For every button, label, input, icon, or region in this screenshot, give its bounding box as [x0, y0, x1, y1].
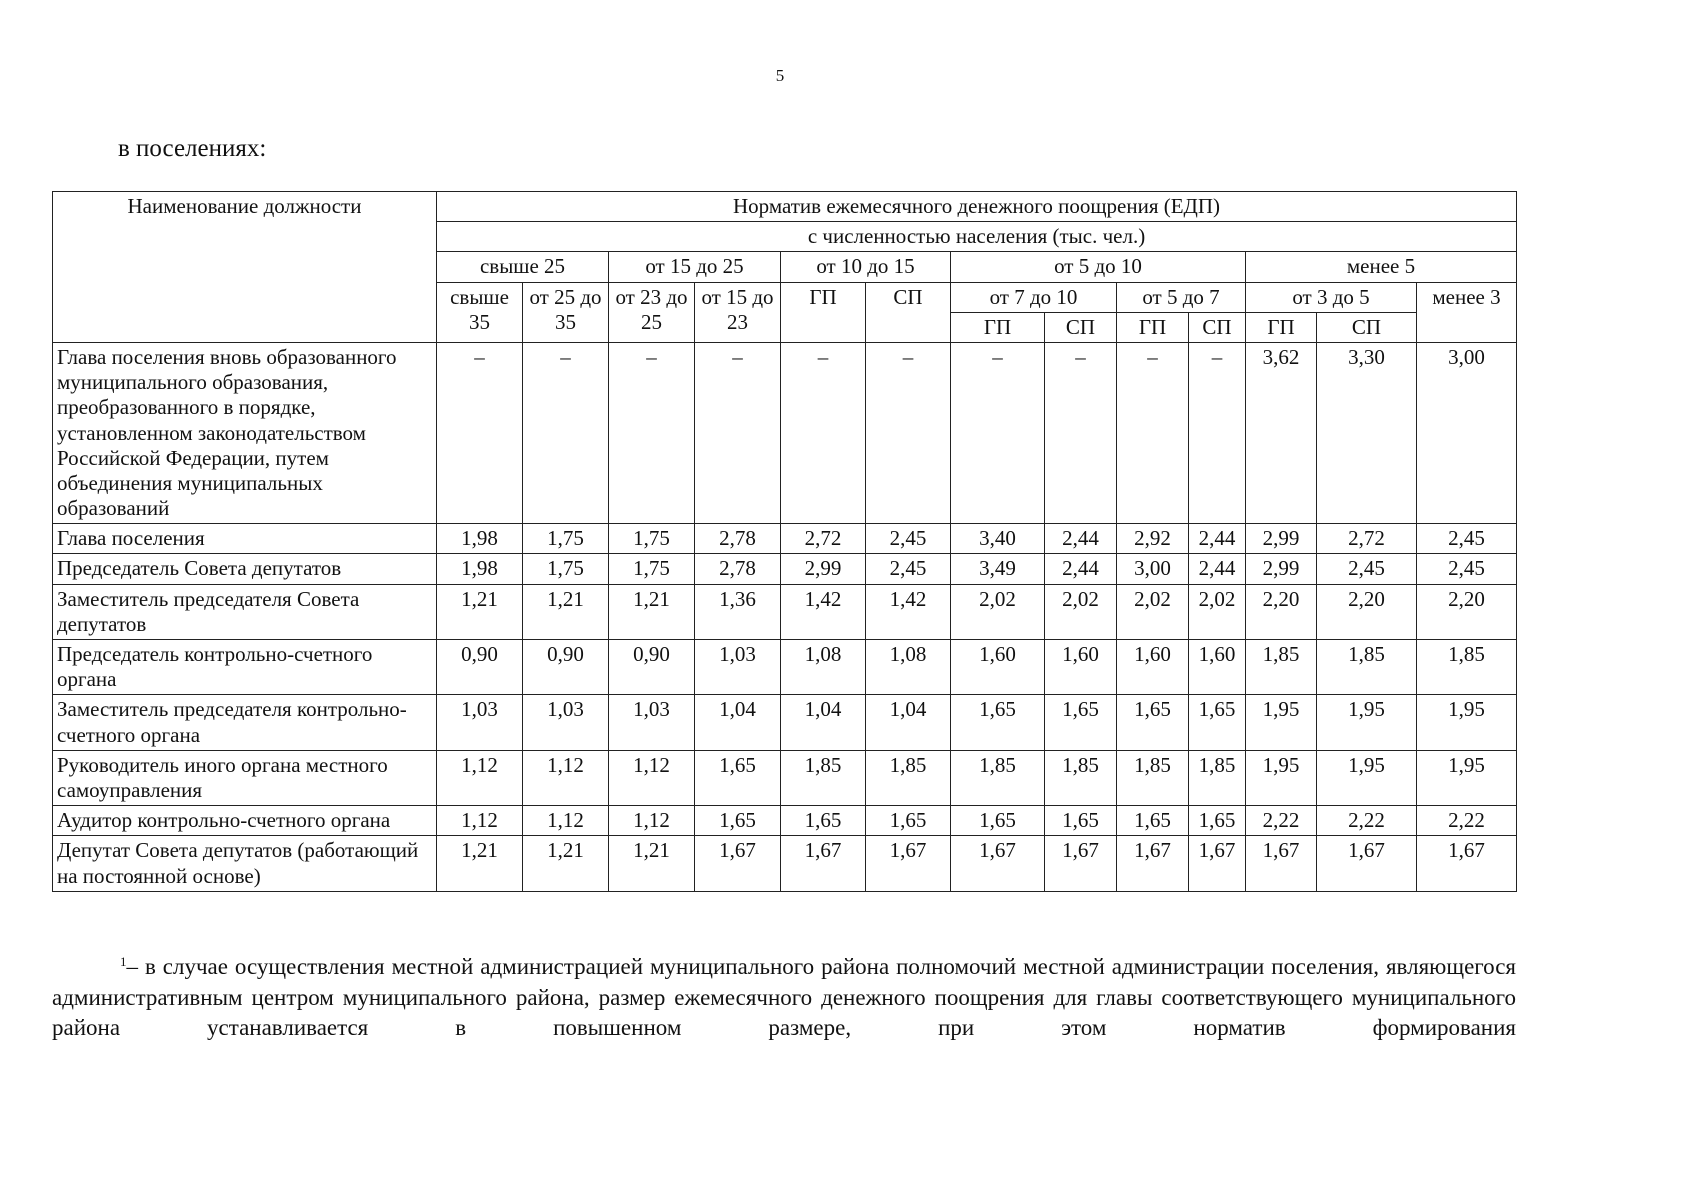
group-header: от 5 до 10 — [951, 252, 1246, 282]
value-cell: 2,44 — [1189, 524, 1246, 554]
value-cell: 2,99 — [1246, 524, 1317, 554]
value-cell: 1,85 — [1117, 750, 1189, 805]
value-cell: – — [437, 342, 523, 523]
value-cell: 1,75 — [523, 524, 609, 554]
value-cell: 1,65 — [1045, 695, 1117, 750]
value-cell: 2,02 — [1117, 584, 1189, 639]
value-cell: 1,12 — [437, 806, 523, 836]
value-cell: 1,67 — [1317, 836, 1417, 891]
group-header: свыше 25 — [437, 252, 609, 282]
value-cell: 1,65 — [695, 806, 781, 836]
value-cell: 2,92 — [1117, 524, 1189, 554]
value-cell: 1,42 — [781, 584, 866, 639]
header-row-1 — [53, 192, 1517, 222]
value-cell: 1,03 — [695, 640, 781, 695]
value-cell: 1,04 — [781, 695, 866, 750]
position-name-cell: Депутат Совета депутатов (работающий на постоянной основе) — [53, 836, 437, 891]
value-cell: 2,78 — [695, 554, 781, 584]
value-cell: 1,21 — [609, 836, 695, 891]
value-cell: 1,08 — [866, 640, 951, 695]
value-cell: 1,04 — [695, 695, 781, 750]
position-name-cell: Руководитель иного органа местного самоуправления — [53, 750, 437, 805]
value-cell: – — [523, 342, 609, 523]
value-cell: 1,12 — [523, 806, 609, 836]
value-cell: 2,02 — [1045, 584, 1117, 639]
value-cell: 1,42 — [866, 584, 951, 639]
value-cell: 1,95 — [1246, 695, 1317, 750]
subgroup-header: менее 3 — [1417, 282, 1517, 342]
value-cell: 2,02 — [951, 584, 1045, 639]
footnote-marker: 1 — [120, 954, 127, 969]
subgroup-header: от 5 до 7 — [1117, 282, 1246, 312]
value-cell: 1,03 — [609, 695, 695, 750]
table-row — [53, 806, 1517, 836]
value-cell: 3,49 — [951, 554, 1045, 584]
group-header: от 10 до 15 — [781, 252, 951, 282]
value-cell: 2,99 — [781, 554, 866, 584]
value-cell: 1,67 — [1246, 836, 1317, 891]
value-cell: 1,65 — [866, 806, 951, 836]
position-name-cell: Глава поселения вновь образованного муниципального образования, преобразованного в порядке, установленном законодательством Российской Федерации, путем объединения муниципальных образований — [53, 342, 437, 523]
value-cell: 2,72 — [1317, 524, 1417, 554]
value-cell: 1,85 — [1417, 640, 1517, 695]
value-cell: 1,65 — [1189, 806, 1246, 836]
value-cell: 2,20 — [1317, 584, 1417, 639]
value-cell: 3,00 — [1417, 342, 1517, 523]
group-header: менее 5 — [1246, 252, 1517, 282]
value-cell: 1,65 — [951, 695, 1045, 750]
value-cell: 3,40 — [951, 524, 1045, 554]
subgroup-header: свыше 35 — [437, 282, 523, 342]
value-cell: – — [951, 342, 1045, 523]
value-cell: 1,12 — [523, 750, 609, 805]
value-cell: 1,21 — [437, 836, 523, 891]
subgroup-header: от 7 до 10 — [951, 282, 1117, 312]
value-cell: 1,12 — [609, 806, 695, 836]
position-name-cell: Председатель контрольно-счетного органа — [53, 640, 437, 695]
value-cell: 1,75 — [523, 554, 609, 584]
value-cell: 1,75 — [609, 554, 695, 584]
value-cell: 2,72 — [781, 524, 866, 554]
subgroup-header: СП — [866, 282, 951, 342]
table-row — [53, 695, 1517, 750]
leaf-header: СП — [1189, 312, 1246, 342]
value-cell: 1,21 — [609, 584, 695, 639]
value-cell: 1,65 — [1189, 695, 1246, 750]
value-cell: 2,45 — [866, 524, 951, 554]
table-row — [53, 524, 1517, 554]
value-cell: 2,44 — [1045, 524, 1117, 554]
value-cell: 1,21 — [523, 836, 609, 891]
table-row — [53, 584, 1517, 639]
value-cell: 1,75 — [609, 524, 695, 554]
value-cell: 2,45 — [1417, 554, 1517, 584]
value-cell: 1,67 — [1045, 836, 1117, 891]
value-cell: – — [1045, 342, 1117, 523]
value-cell: 0,90 — [523, 640, 609, 695]
value-cell: 2,44 — [1045, 554, 1117, 584]
group-header: от 15 до 25 — [609, 252, 781, 282]
leaf-header: ГП — [1246, 312, 1317, 342]
value-cell: 1,03 — [437, 695, 523, 750]
value-cell: 1,95 — [1417, 750, 1517, 805]
value-cell: 1,85 — [1246, 640, 1317, 695]
value-cell: 2,02 — [1189, 584, 1246, 639]
position-name-header: Наименование должности — [53, 192, 437, 343]
leaf-header: СП — [1317, 312, 1417, 342]
population-header: с численностью населения (тыс. чел.) — [437, 222, 1517, 252]
table-row — [53, 750, 1517, 805]
value-cell: 2,45 — [866, 554, 951, 584]
value-cell: 2,99 — [1246, 554, 1317, 584]
value-cell: 1,85 — [866, 750, 951, 805]
value-cell: 1,03 — [523, 695, 609, 750]
value-cell: 1,60 — [951, 640, 1045, 695]
value-cell: 2,22 — [1417, 806, 1517, 836]
edp-norms-table — [52, 191, 1517, 892]
leaf-header: ГП — [1117, 312, 1189, 342]
value-cell: 1,67 — [951, 836, 1045, 891]
value-cell: 1,98 — [437, 554, 523, 584]
value-cell: 1,85 — [1317, 640, 1417, 695]
value-cell: 3,30 — [1317, 342, 1417, 523]
value-cell: 1,65 — [1045, 806, 1117, 836]
leaf-header: ГП — [951, 312, 1045, 342]
subgroup-header: от 3 до 5 — [1246, 282, 1417, 312]
leaf-header: СП — [1045, 312, 1117, 342]
value-cell: 1,21 — [523, 584, 609, 639]
value-cell: 0,90 — [609, 640, 695, 695]
value-cell: 2,45 — [1417, 524, 1517, 554]
page-number: 5 — [775, 66, 785, 85]
value-cell: 1,04 — [866, 695, 951, 750]
value-cell: 1,67 — [1117, 836, 1189, 891]
value-cell: 1,36 — [695, 584, 781, 639]
value-cell: 1,21 — [437, 584, 523, 639]
value-cell: 2,78 — [695, 524, 781, 554]
footnote — [52, 952, 1516, 1044]
position-name-cell: Заместитель председателя Совета депутатов — [53, 584, 437, 639]
value-cell: 1,65 — [695, 750, 781, 805]
position-name-cell: Глава поселения — [53, 524, 437, 554]
edp-header: Норматив ежемесячного денежного поощрения (ЕДП) — [437, 192, 1517, 222]
table-row — [53, 836, 1517, 891]
value-cell: – — [1117, 342, 1189, 523]
table-row — [53, 640, 1517, 695]
value-cell: 2,20 — [1417, 584, 1517, 639]
subgroup-header: от 25 до 35 — [523, 282, 609, 342]
value-cell: 1,65 — [1117, 806, 1189, 836]
subgroup-header: от 15 до 23 — [695, 282, 781, 342]
value-cell: 1,08 — [781, 640, 866, 695]
value-cell: 1,60 — [1045, 640, 1117, 695]
value-cell: 2,45 — [1317, 554, 1417, 584]
value-cell: – — [609, 342, 695, 523]
value-cell: 2,22 — [1246, 806, 1317, 836]
value-cell: 1,67 — [781, 836, 866, 891]
table-row — [53, 554, 1517, 584]
value-cell: 1,95 — [1317, 750, 1417, 805]
value-cell: 1,60 — [1189, 640, 1246, 695]
value-cell: 3,62 — [1246, 342, 1317, 523]
value-cell: 3,00 — [1117, 554, 1189, 584]
value-cell: 2,44 — [1189, 554, 1246, 584]
value-cell: 1,67 — [695, 836, 781, 891]
value-cell: 1,95 — [1246, 750, 1317, 805]
value-cell: – — [1189, 342, 1246, 523]
value-cell: 1,95 — [1317, 695, 1417, 750]
subgroup-header: от 23 до 25 — [609, 282, 695, 342]
value-cell: 1,67 — [866, 836, 951, 891]
value-cell: 1,85 — [951, 750, 1045, 805]
value-cell: 1,85 — [1045, 750, 1117, 805]
value-cell: 0,90 — [437, 640, 523, 695]
value-cell: 1,85 — [1189, 750, 1246, 805]
table-body — [53, 342, 1517, 891]
value-cell: – — [781, 342, 866, 523]
value-cell: 1,95 — [1417, 695, 1517, 750]
value-cell: 1,60 — [1117, 640, 1189, 695]
position-name-cell: Заместитель председателя контрольно-счетного органа — [53, 695, 437, 750]
value-cell: 1,85 — [781, 750, 866, 805]
value-cell: 1,67 — [1189, 836, 1246, 891]
value-cell: 1,67 — [1417, 836, 1517, 891]
value-cell: 2,20 — [1246, 584, 1317, 639]
subgroup-header: ГП — [781, 282, 866, 342]
value-cell: 1,65 — [781, 806, 866, 836]
value-cell: – — [866, 342, 951, 523]
value-cell: 1,98 — [437, 524, 523, 554]
value-cell: – — [695, 342, 781, 523]
footnote-text: – в случае осуществления местной администрацией муниципального района полномочий местной администрации поселения, являющегося административным центром муниципального района, размер ежемесячного денежного поощрения для главы соответствующего муниципального района устанавливается в повышенном размере, при этом норматив формирования — [52, 954, 1516, 1041]
value-cell: 2,22 — [1317, 806, 1417, 836]
value-cell: 1,65 — [951, 806, 1045, 836]
value-cell: 1,65 — [1117, 695, 1189, 750]
value-cell: 1,12 — [437, 750, 523, 805]
table-row — [53, 342, 1517, 523]
position-name-cell: Председатель Совета депутатов — [53, 554, 437, 584]
position-name-cell: Аудитор контрольно-счетного органа — [53, 806, 437, 836]
value-cell: 1,12 — [609, 750, 695, 805]
section-intro: в поселениях: — [118, 135, 267, 162]
